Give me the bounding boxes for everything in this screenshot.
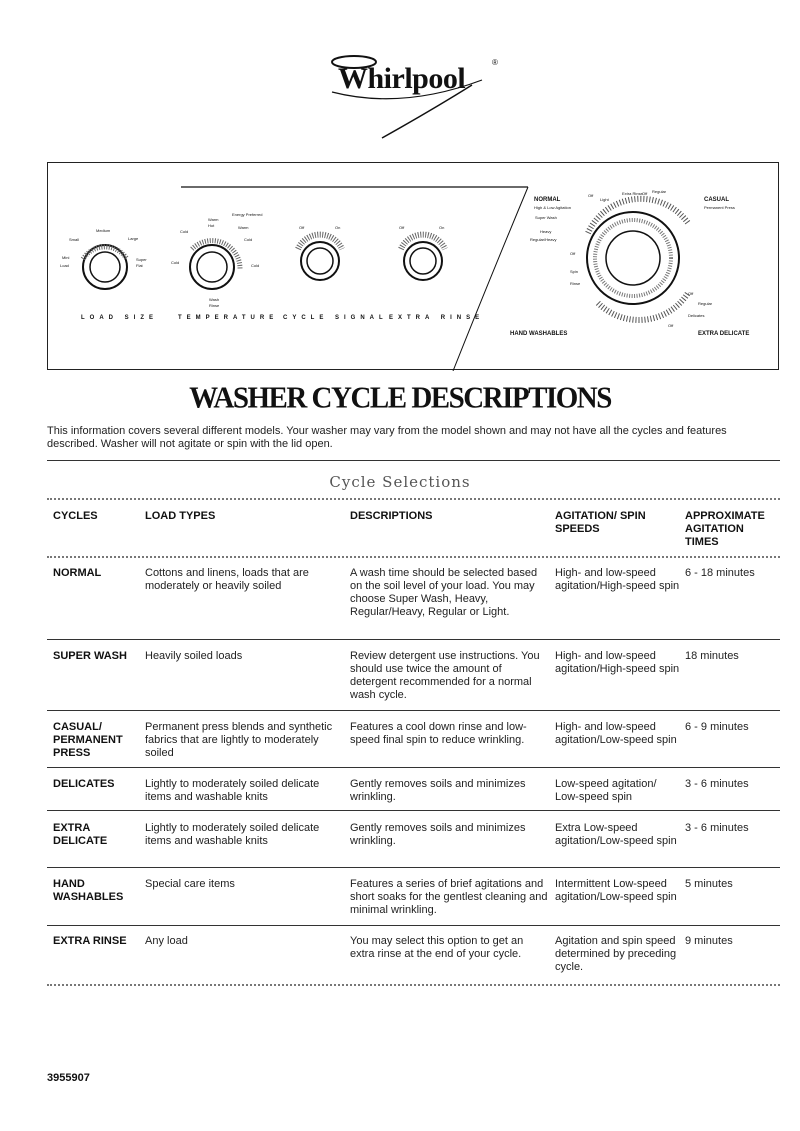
document-code: 3955907 <box>47 1072 90 1084</box>
temperature-label: TEMPERATURE <box>178 315 279 321</box>
brand-name: Whirlpool <box>338 62 466 95</box>
registered-mark: ® <box>492 58 498 67</box>
cycle-signal-mark: Off <box>299 225 305 230</box>
extra-rinse-mark: Off <box>399 225 405 230</box>
cycle-dial-mark: Off <box>588 193 594 198</box>
description: Features a cool down rinse and low-speed final spin to reduce wrinkling. <box>350 721 527 746</box>
control-panel-illustration <box>47 162 779 370</box>
cycle-dial-mark: Delicates <box>688 313 705 318</box>
description: You may select this option to get an extra rinse at the end of your cycle. <box>350 935 524 960</box>
description: Features a series of brief agitations and short soaks for the gentlest cleaning and minimal wrinkling. <box>350 878 548 916</box>
load-type: Permanent press blends and synthetic fabrics that are lightly to moderately soiled <box>145 721 333 759</box>
row-divider <box>47 867 780 868</box>
load-type: Special care items <box>145 878 235 890</box>
dial-casual-label: CASUAL <box>704 197 729 203</box>
load-size-mark: Load <box>60 263 69 268</box>
load-type: Lightly to moderately soiled delicate items and washable knits <box>145 822 320 847</box>
agitation-time: 5 minutes <box>685 878 733 890</box>
cycle-dial <box>587 199 688 320</box>
cycle-dial-mark: Regular/Heavy <box>530 237 557 242</box>
cycle-dial-mark: Heavy <box>540 229 552 234</box>
temperature-mark: Cold <box>180 229 189 234</box>
temperature-mark: Rinse <box>209 303 220 308</box>
dial-extra-delicate-label: EXTRA DELICATE <box>698 331 750 337</box>
load-size-mark: Small <box>69 237 80 242</box>
cycle-name: CASUAL/ PERMANENT PRESS <box>53 721 123 759</box>
load-size-label: LOAD SIZE <box>81 315 159 321</box>
dial-normal-sub: High & Low Agitation <box>534 205 571 210</box>
temperature-mark: Hot <box>208 223 215 228</box>
cycle-dial-mark: Extra Rinse <box>622 191 643 196</box>
load-size-mark: Medium <box>96 228 111 233</box>
agitation-speed: Low-speed agitation/ Low-speed spin <box>555 778 657 803</box>
dotted-divider <box>47 556 780 558</box>
dial-normal-label: NORMAL <box>534 197 561 203</box>
extra-rinse-label: EXTRA RINSE <box>389 315 485 321</box>
cycle-dial-mark: Off <box>688 291 694 296</box>
load-size-knob <box>83 245 127 289</box>
cycle-dial-mark: Rinse <box>570 281 581 286</box>
description: A wash time should be selected based on the soil level of your load. You may choose Super Wash, Heavy, Regular/Heavy, Regular or Light. <box>350 567 538 618</box>
divider <box>47 460 780 461</box>
temperature-mark: Warm <box>238 225 249 230</box>
load-type: Any load <box>145 935 188 947</box>
row-divider <box>47 925 780 926</box>
load-size-mark: Large <box>128 236 139 241</box>
agitation-speed: High- and low-speed agitation/High-speed spin <box>555 567 680 592</box>
cycle-dial-mark: Off <box>642 191 648 196</box>
cycle-dial-mark: Light <box>600 197 609 202</box>
agitation-speed: High- and low-speed agitation/Low-speed spin <box>555 721 677 746</box>
dial-hand-washables-label: HAND WASHABLES <box>510 331 568 337</box>
row-divider <box>47 767 780 768</box>
load-type: Cottons and linens, loads that are moderately or heavily soiled <box>145 567 309 592</box>
temperature-mark: Cold <box>244 237 253 242</box>
agitation-speed: Intermittent Low-speed agitation/Low-speed spin <box>555 878 677 903</box>
cycle-dial-mark: Spin <box>570 269 579 274</box>
cycle-dial-mark: Super Wash <box>535 215 557 220</box>
temperature-mark: Cold <box>171 260 180 265</box>
col-header-descriptions: DESCRIPTIONS <box>350 510 433 522</box>
cycle-signal-knob <box>298 235 342 280</box>
description: Review detergent use instructions. You should use twice the amount of detergent recommended for a normal wash cycle. <box>350 650 540 701</box>
cycle-dial-mark: Regular <box>698 301 713 306</box>
col-header-cycles: CYCLES <box>53 510 98 522</box>
row-divider <box>47 710 780 711</box>
load-type: Heavily soiled loads <box>145 650 243 662</box>
page-title: WASHER CYCLE DESCRIPTIONS <box>189 381 611 415</box>
cycle-name: NORMAL <box>53 567 102 579</box>
cycle-name: HAND WASHABLES <box>53 878 124 903</box>
load-size-mark: Flat <box>136 263 143 268</box>
col-header-load-types: LOAD TYPES <box>145 510 216 522</box>
agitation-time: 6 - 18 minutes <box>685 567 755 579</box>
agitation-time: 6 - 9 minutes <box>685 721 749 733</box>
temperature-knob <box>190 241 240 289</box>
agitation-speed: Agitation and spin speed determined by preceding cycle. <box>555 935 677 973</box>
load-size-mark: Super <box>136 257 147 262</box>
dotted-divider <box>47 498 780 500</box>
dial-casual-sub: Permanent Press <box>704 205 735 210</box>
col-header-times: APPROXIMATE AGITATION TIMES <box>685 510 765 548</box>
row-divider <box>47 810 780 811</box>
col-header-agitation: AGITATION/ SPIN SPEEDS <box>555 510 646 535</box>
cycle-name: EXTRA DELICATE <box>53 822 108 847</box>
temperature-mark: Cold <box>251 263 260 268</box>
description: Gently removes soils and minimizes wrinkling. <box>350 778 526 803</box>
cycle-name: DELICATES <box>53 778 115 790</box>
intro-text: This information covers several different models. Your washer may vary from the model shown and may not have all the cycles and features described. Washer will not agitate or spin with the lid open. <box>47 425 727 450</box>
section-title: Cycle Selections <box>329 473 471 491</box>
agitation-time: 3 - 6 minutes <box>685 778 749 790</box>
cycle-signal-mark: On <box>335 225 341 230</box>
row-divider <box>47 639 780 640</box>
cycle-name: SUPER WASH <box>53 650 127 662</box>
panel-drawing <box>48 163 780 371</box>
cycle-dial-mark: Off <box>668 323 674 328</box>
agitation-time: 3 - 6 minutes <box>685 822 749 834</box>
temperature-mark: Energy Preferred <box>232 212 263 217</box>
description: Gently removes soils and minimizes wrinkling. <box>350 822 526 847</box>
cycle-name: EXTRA RINSE <box>53 935 127 947</box>
agitation-speed: High- and low-speed agitation/High-speed spin <box>555 650 680 675</box>
dotted-divider <box>47 984 780 986</box>
agitation-speed: Extra Low-speed agitation/Low-speed spin <box>555 822 677 847</box>
load-type: Lightly to moderately soiled delicate items and washable knits <box>145 778 320 803</box>
extra-rinse-mark: On <box>439 225 445 230</box>
temperature-mark: Wash <box>209 297 220 302</box>
load-size-mark: Mini <box>62 255 70 260</box>
cycle-dial-mark: Regular <box>652 189 667 194</box>
cycle-dial-mark: Off <box>570 251 576 256</box>
extra-rinse-knob <box>401 235 445 280</box>
whirlpool-logo <box>322 50 497 140</box>
cycle-signal-label: CYCLE SIGNAL <box>283 315 388 321</box>
agitation-time: 18 minutes <box>685 650 739 662</box>
temperature-mark: Warm <box>208 217 219 222</box>
agitation-time: 9 minutes <box>685 935 733 947</box>
